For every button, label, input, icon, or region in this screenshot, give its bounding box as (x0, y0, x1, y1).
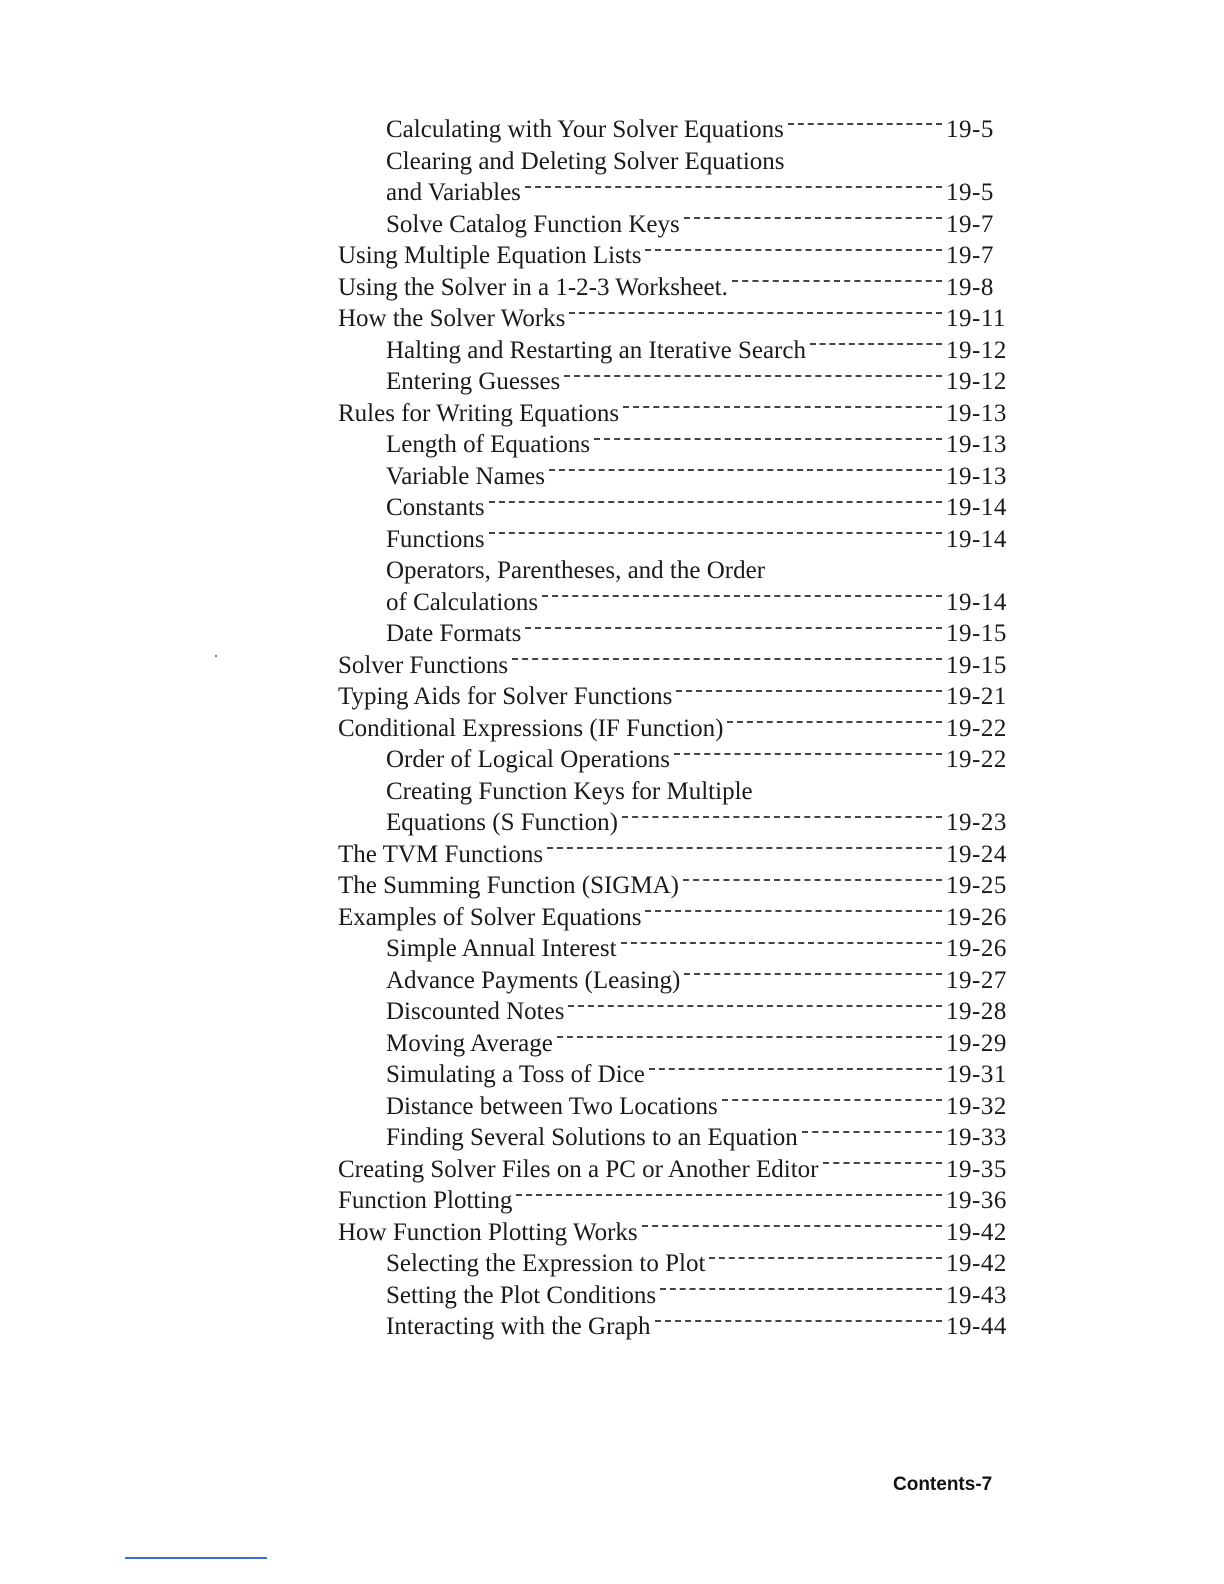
toc-entry (338, 492, 1012, 524)
toc-entry-page-number: 19-36 (946, 1187, 1007, 1214)
dot-leader (564, 373, 942, 377)
toc-entry-title: Order of Logical Operations (386, 746, 670, 773)
toc-entry-page-number: 19-42 (946, 1218, 1007, 1246)
toc-entry-page-number: 19-27 (946, 966, 1007, 994)
toc-entry (338, 965, 1012, 997)
toc-entry-page-number: 19-12 (946, 368, 1007, 395)
toc-entry-title: Operators, Parentheses, and the Order (386, 557, 766, 584)
toc-entry-row (386, 933, 1012, 965)
toc-entry (338, 555, 1012, 587)
toc-entry-title: Finding Several Solutions to an Equation (386, 1124, 798, 1151)
toc-entry-row (338, 303, 1012, 335)
toc-entry (338, 839, 1012, 871)
toc-entry-page-number: 19-43 (946, 1281, 1007, 1309)
toc-entry-title: Using Multiple Equation Lists (338, 242, 642, 269)
toc-entry-page-number: 19-12 (946, 336, 1007, 364)
toc-entry (338, 933, 1012, 965)
dot-leader (674, 751, 942, 755)
toc-entry (338, 1028, 1012, 1060)
dot-leader (722, 1097, 942, 1101)
toc-entry-title: Distance between Two Locations (386, 1092, 718, 1120)
dot-leader (684, 971, 942, 975)
toc-entry-row (386, 555, 1012, 587)
toc-entry (338, 429, 1012, 461)
toc-entry-page-number: 19-5 (946, 116, 994, 143)
toc-entry-title: Using the Solver in a 1-2-3 Worksheet. (338, 273, 728, 301)
dot-leader (547, 845, 942, 849)
toc-entry-title: Setting the Plot Conditions (386, 1281, 657, 1309)
toc-entry (338, 461, 1012, 493)
dot-leader (732, 278, 942, 282)
toc-entry-page-number: 19-14 (946, 494, 1007, 521)
dot-leader (655, 1318, 943, 1322)
toc-entry-row (386, 1059, 1012, 1091)
dot-leader (642, 1223, 942, 1227)
toc-entry (338, 744, 1012, 776)
toc-entry-page-number: 19-24 (946, 840, 1007, 868)
toc-entry-page-number: 19-13 (946, 431, 1007, 458)
dot-leader (802, 1129, 942, 1133)
toc-entry (338, 1280, 1012, 1312)
toc-entry-row (338, 839, 1012, 871)
toc-entry (338, 618, 1012, 650)
toc-entry-title: Rules for Writing Equations (338, 399, 620, 427)
toc-entry-row (386, 177, 1012, 209)
toc-entry (338, 209, 1012, 241)
dot-leader (676, 688, 942, 692)
toc-entry-page-number: 19-42 (946, 1250, 1007, 1277)
toc-entry-page-number: 19-22 (946, 714, 1007, 742)
dot-leader (823, 1160, 942, 1164)
toc-entry-title: Entering Guesses (386, 368, 561, 395)
toc-entry-row (338, 681, 1012, 713)
dot-leader (512, 656, 942, 660)
toc-entry-title: Functions (386, 525, 485, 553)
toc-entry (338, 240, 1012, 272)
toc-entry (338, 713, 1012, 745)
toc-entry-title: Typing Aids for Solver Functions (338, 683, 673, 710)
toc-entry-page-number: 19-25 (946, 872, 1007, 899)
toc-entry-row (338, 1154, 1012, 1186)
toc-entry-page-number: 19-14 (946, 525, 1007, 553)
toc-entry-title: Conditional Expressions (IF Function) (338, 714, 724, 742)
toc-entry-page-number: 19-13 (946, 399, 1007, 427)
toc-entry-row (386, 807, 1012, 839)
toc-entry-row (386, 996, 1012, 1028)
toc-entry (338, 398, 1012, 430)
dot-leader (788, 121, 942, 125)
dot-leader (727, 719, 942, 723)
toc-entry-row (338, 272, 1012, 304)
toc-entry-page-number: 19-11 (946, 305, 1006, 332)
toc-entry-page-number: 19-13 (946, 462, 1007, 490)
toc-entry (338, 1122, 1012, 1154)
toc-entry (338, 366, 1012, 398)
toc-entry-row (386, 744, 1012, 776)
toc-entry-row (386, 587, 1012, 619)
dot-leader (645, 908, 942, 912)
toc-entry (338, 1059, 1012, 1091)
toc-entry-row (338, 398, 1012, 430)
toc-entry (338, 996, 1012, 1028)
toc-entry (338, 870, 1012, 902)
toc-entry-row (338, 1185, 1012, 1217)
toc-entry-row (386, 1311, 1012, 1343)
dot-leader (660, 1286, 942, 1290)
toc-entry-page-number: 19-44 (946, 1313, 1007, 1340)
toc-entry (338, 177, 1012, 209)
toc-entry-title: Variable Names (386, 462, 545, 490)
toc-entry-page-number: 19-31 (946, 1061, 1007, 1088)
toc-entry (338, 807, 1012, 839)
dot-leader (709, 1255, 942, 1259)
toc-entry-page-number: 19-7 (946, 242, 994, 269)
toc-entry (338, 146, 1012, 178)
toc-entry (338, 1311, 1012, 1343)
toc-entry-page-number: 19-33 (946, 1124, 1007, 1151)
toc-entry-row (386, 618, 1012, 650)
toc-entry-page-number: 19-29 (946, 1029, 1007, 1057)
toc-entry-title: Selecting the Expression to Plot (386, 1250, 706, 1277)
page-footer: Contents-7 (893, 1474, 993, 1495)
dot-leader (594, 436, 942, 440)
toc-entry-page-number: 19-14 (946, 588, 1007, 616)
dot-leader (568, 1003, 942, 1007)
toc-entry-page-number: 19-7 (946, 210, 994, 238)
toc-entry-row (386, 1248, 1012, 1280)
toc-entry (338, 776, 1012, 808)
dot-leader (623, 404, 942, 408)
dot-leader (516, 1192, 942, 1196)
toc-entry (338, 902, 1012, 934)
toc-entry-title: Simulating a Toss of Dice (386, 1061, 645, 1088)
toc-entry-row (386, 1091, 1012, 1123)
toc-entry-title: How Function Plotting Works (338, 1218, 638, 1246)
toc-entry-row (386, 209, 1012, 241)
toc-entry-title: Simple Annual Interest (386, 935, 617, 962)
dot-leader (621, 940, 942, 944)
dot-leader (525, 625, 942, 629)
dot-leader (622, 814, 942, 818)
toc-entry-row (386, 114, 1012, 146)
toc-entry-row (386, 776, 1012, 808)
toc-entry-page-number: 19-26 (946, 935, 1007, 962)
toc-entry-title: Length of Equations (386, 431, 591, 458)
toc-entry-title: Solve Catalog Function Keys (386, 210, 680, 238)
toc-entry-row (338, 870, 1012, 902)
toc-entry-title: of Calculations (386, 588, 539, 616)
toc-entry-title: Date Formats (386, 620, 522, 647)
toc-entry-title: and Variables (386, 179, 521, 206)
toc-entry-page-number: 19-32 (946, 1092, 1007, 1120)
toc-entry-page-number: 19-26 (946, 903, 1007, 931)
dot-leader (684, 215, 942, 219)
dot-leader (542, 593, 942, 597)
dot-leader (810, 341, 942, 345)
toc-entry-page-number: 19-15 (946, 651, 1007, 679)
toc-entry (338, 272, 1012, 304)
toc-entry-title: Moving Average (386, 1029, 553, 1057)
dot-leader (489, 499, 942, 503)
toc-entry (338, 587, 1012, 619)
toc-entry-row (338, 713, 1012, 745)
bottom-rule (125, 1557, 267, 1559)
toc-entry-page-number: 19-35 (946, 1155, 1007, 1183)
toc-entry-row (386, 1122, 1012, 1154)
dot-leader (489, 530, 942, 534)
dot-leader (549, 467, 942, 471)
toc-entry-row (386, 146, 1012, 178)
toc-entry-row (338, 240, 1012, 272)
toc-entry (338, 1185, 1012, 1217)
toc-entry-row (338, 1217, 1012, 1249)
toc-entry-title: Calculating with Your Solver Equations (386, 116, 784, 143)
toc-entry-title: Solver Functions (338, 651, 509, 679)
dot-leader (557, 1034, 942, 1038)
toc-entry-page-number: 19-23 (946, 809, 1007, 836)
toc-entry-title: The Summing Function (SIGMA) (338, 872, 679, 899)
toc-entry-title: Creating Function Keys for Multiple (386, 777, 753, 805)
dot-leader (569, 310, 942, 314)
toc-entry-row (386, 335, 1012, 367)
toc-entry-row (386, 429, 1012, 461)
toc-entry-title: The TVM Functions (338, 840, 544, 868)
dot-leader (525, 184, 942, 188)
toc-entry (338, 1217, 1012, 1249)
toc-entry-row (386, 524, 1012, 556)
toc-entry-page-number: 19-22 (946, 746, 1007, 773)
toc-entry-row (386, 461, 1012, 493)
toc-entry-title: Constants (386, 494, 485, 521)
toc-entry-title: How the Solver Works (338, 305, 566, 332)
toc-entry-title: Function Plotting (338, 1187, 513, 1214)
toc-entry (338, 681, 1012, 713)
toc-entry-row (386, 1028, 1012, 1060)
toc-entry-row (386, 965, 1012, 997)
toc-entry (338, 303, 1012, 335)
toc-entry (338, 1091, 1012, 1123)
dot-leader (649, 1066, 942, 1070)
toc-entry-title: Interacting with the Graph (386, 1313, 651, 1340)
toc-entry-row (338, 902, 1012, 934)
toc-entry (338, 1154, 1012, 1186)
toc-entry-page-number: 19-5 (946, 179, 994, 206)
toc-entry-title: Advance Payments (Leasing) (386, 966, 681, 994)
toc-entry-title: Creating Solver Files on a PC or Another Editor (338, 1155, 819, 1183)
dot-leader (683, 877, 942, 881)
toc-entry-page-number: 19-8 (946, 273, 994, 301)
toc-entry-row (338, 650, 1012, 682)
toc-entry (338, 335, 1012, 367)
toc-entry-row (386, 366, 1012, 398)
toc-entry (338, 524, 1012, 556)
scan-speck (215, 655, 217, 657)
toc-entry-page-number: 19-15 (946, 620, 1007, 647)
toc-entry-title: Examples of Solver Equations (338, 903, 642, 931)
toc-entry (338, 1248, 1012, 1280)
toc-entry-page-number: 19-21 (946, 683, 1007, 710)
toc-entry (338, 114, 1012, 146)
toc-entry-title: Halting and Restarting an Iterative Search (386, 336, 806, 364)
table-of-contents (338, 114, 1012, 1343)
toc-entry-row (386, 492, 1012, 524)
dot-leader (645, 247, 942, 251)
toc-entry-title: Discounted Notes (386, 998, 565, 1025)
toc-entry-row (386, 1280, 1012, 1312)
toc-entry (338, 650, 1012, 682)
toc-entry-page-number: 19-28 (946, 998, 1007, 1025)
toc-entry-title: Equations (S Function) (386, 809, 618, 836)
toc-entry-title: Clearing and Deleting Solver Equations (386, 147, 785, 175)
